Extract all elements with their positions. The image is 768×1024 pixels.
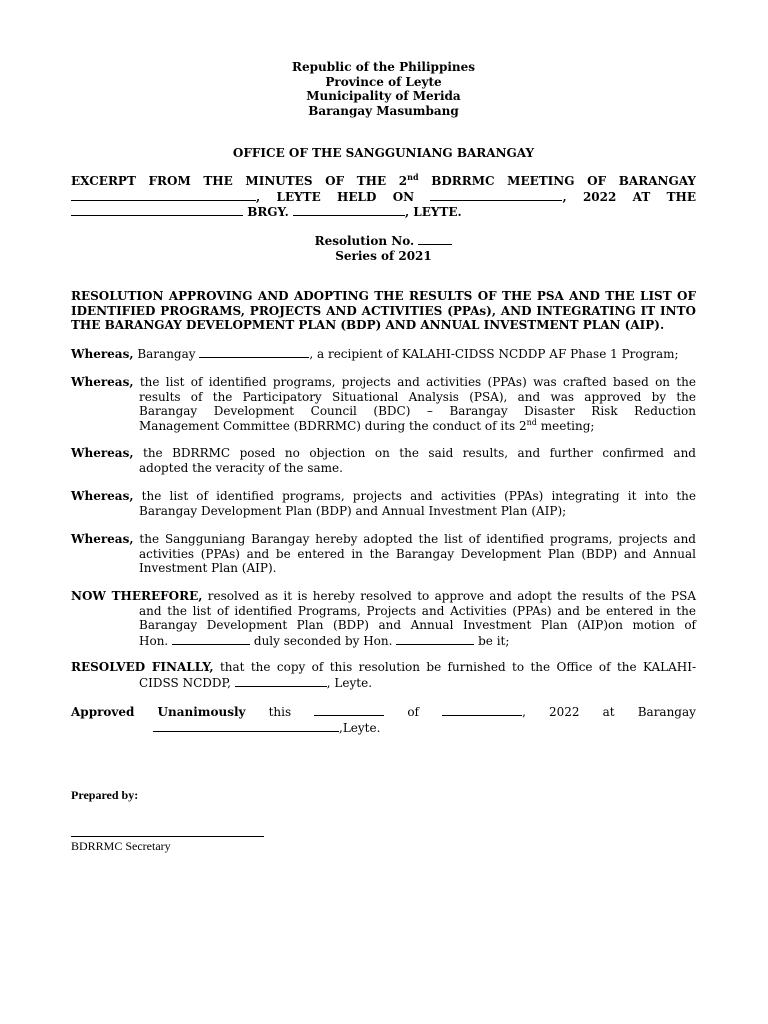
header-municipality: Municipality of Merida: [306, 89, 461, 103]
whereas-clause-1: Whereas, Barangay , a recipient of KALAHI-CIDSS NCDDP AF Phase 1 Program;: [71, 347, 679, 361]
header-barangay: Barangay Masumbang: [308, 103, 459, 118]
blank-ncddp-office: [235, 675, 327, 687]
resolution-title: [71, 289, 696, 333]
signatory-title: BDRRMC Secretary: [71, 839, 171, 853]
resolution-number: Resolution No.: [71, 233, 696, 249]
blank-date: [430, 189, 562, 201]
blank-approval-barangay: [153, 720, 339, 732]
blank-brgy: [293, 204, 405, 216]
blank-motion-by: [172, 633, 250, 645]
letterhead: [71, 60, 696, 118]
blank-month: [442, 704, 522, 716]
header-province: Province of Leyte: [325, 74, 442, 89]
excerpt-paragraph: [71, 174, 696, 220]
approved-clause: Approved Unanimously this of , 2022 at Barangay ,Leyte.: [71, 705, 696, 735]
excerpt-line-1: EXCERPT FROM THE MINUTES OF THE 2nd BDRRMC MEETING OF BARANGAY: [71, 172, 696, 188]
blank-barangay-name: [199, 346, 309, 358]
blank-venue: [71, 204, 243, 216]
whereas-clause-4: Whereas, the list of identified programs, projects and activities (PPAs) integrating it into the Barangay Development Plan (BDP) and Annual Investment Plan (AIP);: [71, 489, 696, 518]
header-republic: Republic of the Philippines: [291, 60, 476, 74]
now-therefore-clause: NOW THEREFORE, resolved as it is hereby resolved to approve and adopt the results of the PSA and the list of identified Programs, Projects and Activities (PPAs) and be entered in the Barangay Development Plan (BDP) and Annual Investment Plan (AIP)on motion of Hon. duly seconded by Hon. be it;: [71, 589, 696, 648]
prepared-by-label: Prepared by:: [71, 788, 139, 802]
excerpt-line-3: BRGY. , LEYTE.: [71, 204, 696, 220]
blank-barangay: [71, 189, 256, 201]
resolution-heading: [71, 233, 696, 263]
blank-day: [314, 704, 384, 716]
resolution-series: Series of 2021: [335, 248, 432, 263]
blank-seconded-by: [396, 633, 474, 645]
whereas-clause-5: Whereas, the Sangguniang Barangay hereby adopted the list of identified programs, projects and activities (PPAs) and be entered in the Barangay Development Plan (BDP) and Annual Investment Plan (AIP).: [71, 532, 696, 575]
title-line-3: THE BARANGAY DEVELOPMENT PLAN (BDP) AND ANNUAL INVESTMENT PLAN (AIP).: [71, 318, 665, 332]
office-title: OFFICE OF THE SANGGUNIANG BARANGAY: [232, 146, 535, 160]
excerpt-line-2: , LEYTE HELD ON , 2022 AT THE: [71, 189, 696, 205]
whereas-clause-2: Whereas, the list of identified programs, projects and activities (PPAs) was crafted based on the results of the Participatory Situational Analysis (PSA), and was approved by the Barangay Development Council (BDC) – Barangay Disaster Risk Reduction Management Committee (BDRRMC) during the conduct of its 2nd meeting;: [71, 375, 696, 433]
signature-line: [71, 836, 264, 837]
whereas-clause-3: Whereas, the BDRRMC posed no objection on the said results, and further confirmed and adopted the veracity of the same.: [71, 446, 696, 475]
title-line-1: RESOLUTION APPROVING AND ADOPTING THE RESULTS OF THE PSA AND THE LIST OF: [71, 289, 696, 303]
blank-resolution-number: [418, 233, 452, 245]
title-line-2: IDENTIFIED PROGRAMS, PROJECTS AND ACTIVITIES (PPAs), AND INTEGRATING IT INTO: [71, 303, 696, 318]
resolved-finally-clause: RESOLVED FINALLY, that the copy of this resolution be furnished to the Office of the KALAHI- CIDSS NCDDP, , Leyte.: [71, 660, 697, 690]
